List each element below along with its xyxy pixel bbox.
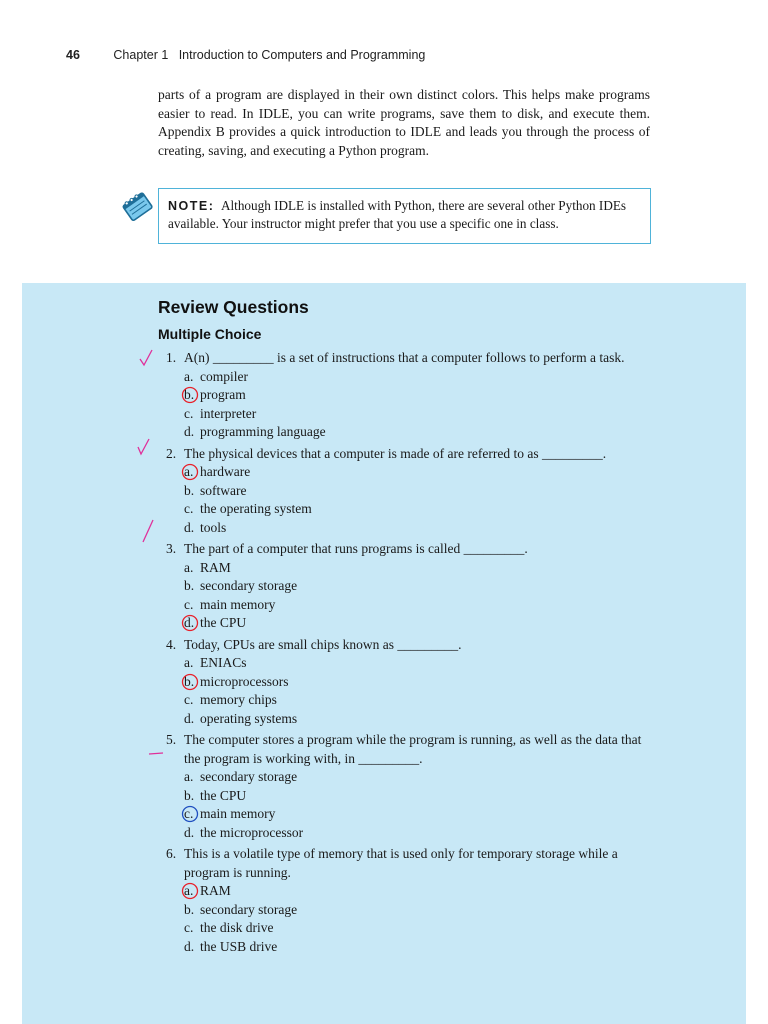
question-item [166,540,651,633]
option-text: the CPU [200,615,247,630]
question-text: This is a volatile type of memory that is used only for temporary storage while a program is running. [184,846,618,880]
option-text: the operating system [200,501,312,516]
answer-option [166,386,651,405]
option-letter: d. [184,938,195,954]
option-letter: a. [184,559,194,575]
question-item [166,349,651,442]
answer-option [166,500,651,519]
question-stem [166,845,651,882]
option-text: software [200,482,247,498]
answer-option [166,596,651,615]
answer-option [166,673,651,692]
question-stem [166,445,651,464]
option-letter: b. [184,578,195,593]
question-stem [166,349,651,368]
option-letter: a. [184,655,194,670]
answer-option [166,405,651,424]
option-text: ENIACs [200,655,247,670]
option-letter: a. [184,883,194,898]
answer-option [166,919,651,938]
option-letter: b. [184,673,195,689]
answer-circle-icon [180,672,200,692]
answer-option [166,938,651,957]
option-text: microprocessors [200,673,289,689]
question-number: 6. [166,846,177,861]
option-letter: b. [184,901,195,917]
answer-circle-icon [180,881,200,901]
question-item [166,445,651,538]
option-letter: d. [184,519,195,535]
answer-option [166,691,651,710]
question-number: 4. [166,636,177,652]
option-text: the USB drive [200,938,278,954]
option-letter: d. [184,615,195,630]
option-text: compiler [200,368,248,384]
option-letter: c. [184,501,194,516]
answer-option [166,787,651,806]
option-letter: a. [184,464,194,479]
option-text: programming language [200,424,326,439]
question-number: 1. [166,350,177,365]
option-text: memory chips [200,692,277,707]
option-text: secondary storage [200,769,298,784]
option-text: operating systems [200,710,298,726]
option-letter: d. [184,824,195,840]
option-text: secondary storage [200,578,298,593]
note-text: Although IDLE is installed with Python, there are several other Python IDEs available. Your instructor might prefer that you use a specific one in class. [168,198,627,231]
question-text: The part of a computer that runs programs is called _________. [184,541,528,556]
option-letter: d. [184,710,195,726]
answer-option [166,710,651,729]
option-text: the CPU [200,787,247,803]
answer-circle-icon [180,804,200,824]
option-text: the microprocessor [200,824,304,840]
answer-option [166,368,651,387]
question-item [166,636,651,729]
option-text: interpreter [200,405,257,421]
review-title: Review Questions [158,297,309,317]
option-text: secondary storage [200,901,298,917]
option-letter: c. [184,920,194,935]
option-text: the disk drive [200,920,274,935]
notepad-icon [120,189,158,225]
option-letter: c. [184,596,194,612]
answer-option [166,824,651,843]
page-header [66,48,425,62]
answer-option [166,654,651,673]
question-text: A(n) _________ is a set of instructions that a computer follows to perform a task. [184,350,625,365]
option-text: hardware [200,464,251,479]
option-letter: c. [184,692,194,707]
answer-option [166,482,651,501]
option-text: tools [200,519,227,535]
option-text: program [200,387,246,402]
answer-option [166,901,651,920]
page-number: 46 [66,48,80,62]
answer-circle-icon [180,613,200,633]
option-text: main memory [200,806,276,821]
option-letter: c. [184,405,194,421]
option-letter: a. [184,769,194,784]
question-stem [166,540,651,559]
option-text: RAM [200,883,231,898]
note-box [158,188,651,244]
answer-option [166,577,651,596]
section-title: Multiple Choice [158,326,262,342]
question-item [166,731,651,842]
question-list [166,349,651,959]
answer-option [166,768,651,787]
option-letter: a. [184,368,194,384]
question-number: 2. [166,445,177,461]
question-text: Today, CPUs are small chips known as _________. [184,636,462,652]
answer-circle-icon [180,385,200,405]
answer-option [166,423,651,442]
answer-option [166,614,651,633]
question-text: The computer stores a program while the program is running, as well as the data that the program is working with, in _________. [184,732,642,766]
answer-option [166,463,651,482]
option-text: main memory [200,596,276,612]
intro-paragraph: parts of a program are displayed in their own distinct colors. This helps make programs easier to read. In IDLE, you can write programs, save them to disk, and execute them. Appendix B provides a quick introduction to IDLE and leads you through the process of creating, saving, and executing a Python program. [158,87,650,158]
chapter-title: Chapter 1 Introduction to Computers and Programming [113,48,426,62]
question-stem [166,636,651,655]
note-label: NOTE: [168,199,215,213]
option-letter: b. [184,787,195,803]
answer-option [166,519,651,538]
option-letter: d. [184,424,195,439]
question-stem [166,731,651,768]
answer-circle-icon [180,462,200,482]
option-letter: b. [184,482,195,498]
question-number: 3. [166,541,177,556]
option-letter: c. [184,806,194,821]
question-number: 5. [166,732,177,747]
option-letter: b. [184,387,195,402]
question-text: The physical devices that a computer is made of are referred to as _________. [184,445,607,461]
answer-option [166,882,651,901]
answer-option [166,559,651,578]
option-text: RAM [200,559,231,575]
question-item [166,845,651,956]
answer-option [166,805,651,824]
